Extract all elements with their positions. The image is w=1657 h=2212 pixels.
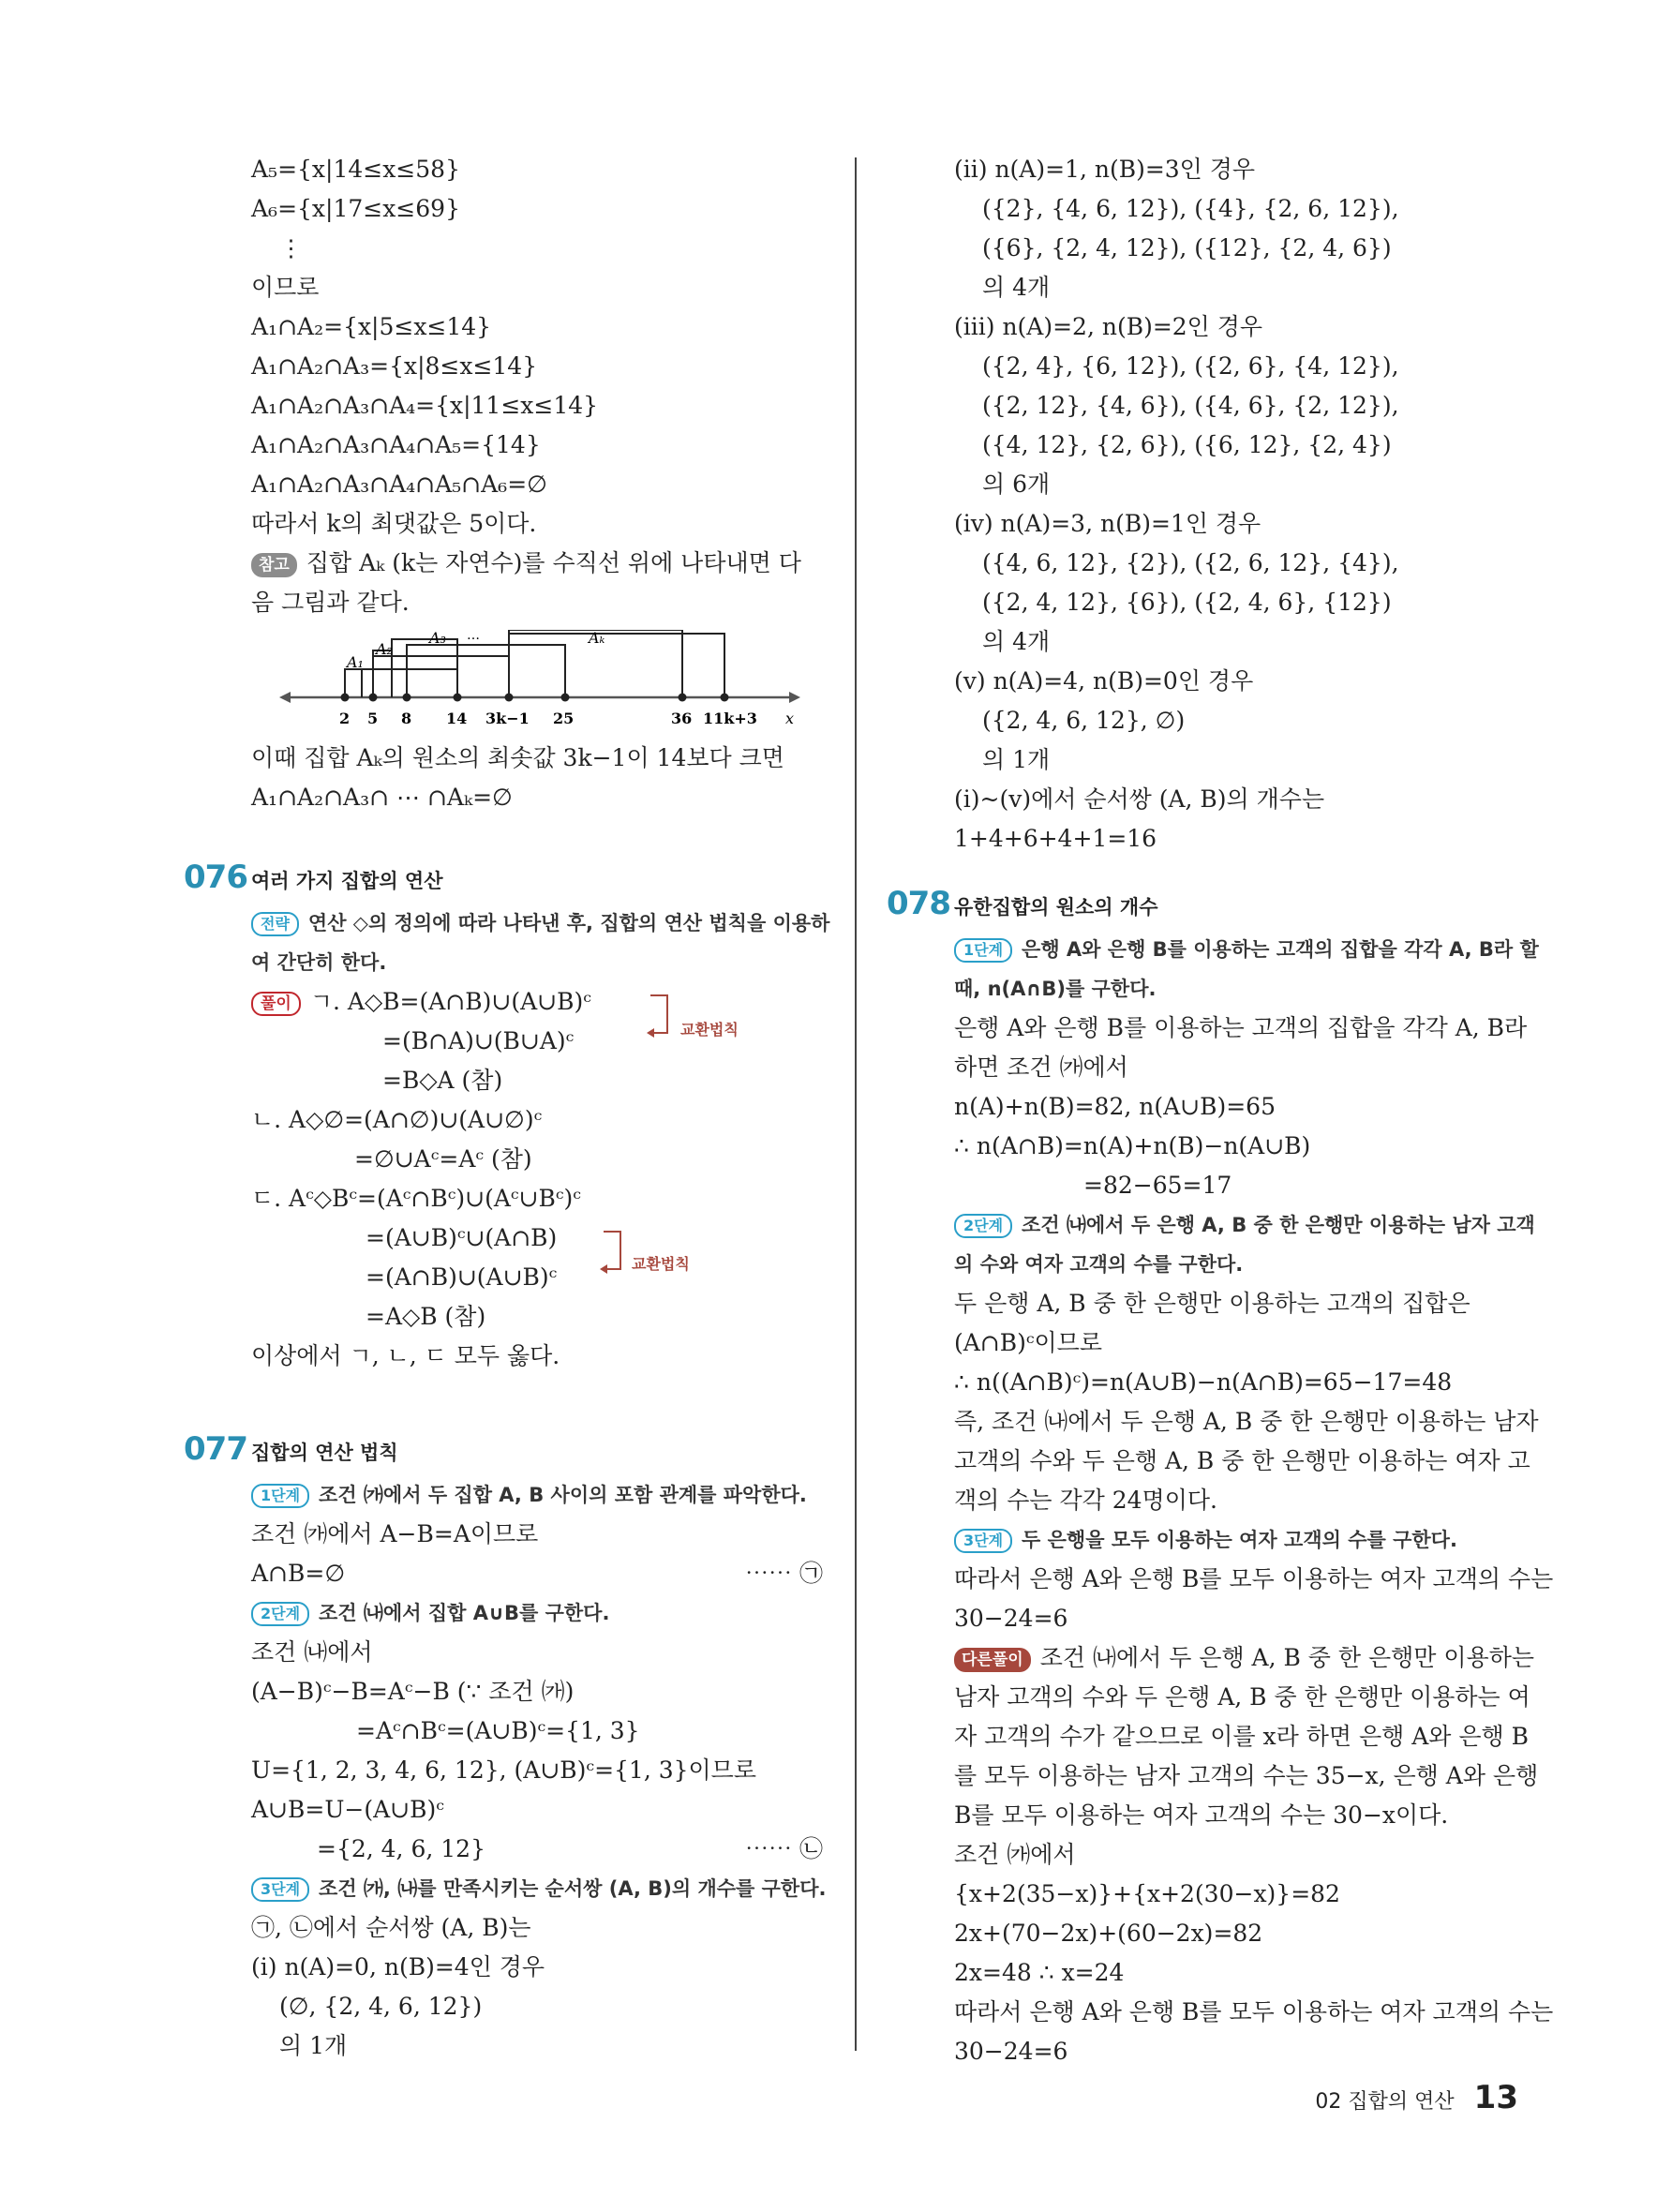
case-line: (ⅲ) n(A)=2, n(B)=2인 경우 [954, 313, 1263, 340]
case-line: 의 4개 [982, 274, 1051, 301]
step-text: 두 은행을 모두 이용하는 여자 고객의 수를 구한다. [1022, 1529, 1457, 1551]
text-line: ㉠, ㉡에서 순서쌍 (A, B)는 [251, 1914, 531, 1941]
section-number: 076 [184, 859, 247, 896]
text-line: 하면 조건 ㈎에서 [954, 1054, 1128, 1081]
tick-label: 36 [671, 710, 693, 727]
math-line [251, 1830, 823, 1869]
section-title: 여러 가지 집합의 연산 [251, 870, 443, 892]
math-line: A∪B=U−(A∪B)ᶜ [251, 1796, 444, 1823]
bracket-arrow [645, 990, 682, 1046]
math-line: =A◇B (참) [366, 1303, 486, 1330]
section-078-header [887, 881, 1535, 930]
tick-label: 2 [339, 710, 351, 727]
math-line [251, 1218, 823, 1258]
strategy-text: 연산 ◇의 정의에 따라 나타낸 후, 집합의 연산 법칙을 이용하 [307, 912, 830, 934]
step-text: 은행 A와 은행 B를 이용하는 고객의 집합을 각각 A, B라 할 [1022, 938, 1539, 961]
text-line: 두 은행 A, B 중 한 은행만 이용하는 고객의 집합은 [954, 1290, 1470, 1317]
step-line [251, 1869, 827, 1908]
text-line: A₁∩A₂={x|5≤x≤14} [251, 313, 492, 340]
tick-label: x [785, 710, 795, 727]
text-line: 따라서 은행 A와 은행 B를 모두 이용하는 여자 고객의 수는 [954, 1998, 1554, 2025]
step-tag: 2단계 [251, 1602, 309, 1626]
step-line [954, 1520, 1535, 1560]
annotation-label: 교환법칙 [632, 1255, 690, 1273]
text-line: 조건 ㈎에서 A−B=A이므로 [251, 1520, 539, 1547]
math-text: A∩B=∅ [251, 1560, 346, 1587]
case-line: ({2, 4, 6, 12}, ∅) [982, 707, 1186, 734]
alt-solution-line [954, 1638, 1535, 1678]
text-line: 객의 수는 각각 24명이다. [954, 1487, 1217, 1514]
text-line: 자 고객의 수가 같으므로 이를 x라 하면 은행 A와 은행 B [954, 1723, 1529, 1750]
case-line: 의 1개 [982, 746, 1051, 773]
column-divider [855, 157, 857, 2051]
interval-label: Aₖ [589, 630, 605, 647]
text-line: 은행 A와 은행 B를 이용하는 고객의 집합을 각각 A, B라 [954, 1014, 1528, 1041]
left-column [184, 150, 830, 2066]
interval-label: A₂ [376, 640, 393, 658]
step-line: 때, n(A∩B)를 구한다. [954, 978, 1157, 1000]
math-line: =82−65=17 [1083, 1172, 1232, 1199]
step-line [954, 930, 1539, 969]
alt-solution-tag: 다른풀이 [954, 1648, 1031, 1672]
math-line: U={1, 2, 3, 4, 6, 12}, (A∪B)ᶜ={1, 3}이므로 [251, 1756, 756, 1784]
step-line: 의 수와 여자 고객의 수를 구한다. [954, 1253, 1244, 1276]
step-tag: 3단계 [251, 1877, 309, 1902]
case-line: 1+4+6+4+1=16 [954, 825, 1157, 852]
step-tag: 1단계 [954, 938, 1012, 963]
case-line: ({2, 4, 12}, {6}), ({2, 4, 6}, {12}) [982, 589, 1392, 616]
chapter-label: 02 집합의 연산 [1315, 2090, 1455, 2114]
math-line [251, 1554, 823, 1593]
case-line: ({2}, {4, 6, 12}), ({4}, {2, 6, 12}), [982, 195, 1399, 222]
note-tag: 참고 [251, 553, 297, 577]
case-line: ({2, 4}, {6, 12}), ({2, 6}, {4, 12}), [982, 352, 1399, 380]
math-line [251, 1255, 823, 1297]
math-line: =Aᶜ∩Bᶜ=(A∪B)ᶜ={1, 3} [356, 1717, 640, 1744]
math-line: ㄱ. A◇B=(A∩B)∪(A∪B)ᶜ [309, 988, 591, 1015]
case-line: 의 6개 [982, 471, 1051, 498]
section-076-header [184, 855, 823, 904]
text-line: 조건 ㈎에서 [954, 1841, 1076, 1868]
note-line: 음 그림과 같다. [251, 589, 410, 616]
step-text: 조건 ㈏에서 집합 A∪B를 구한다. [319, 1602, 610, 1624]
case-line: ({4, 6, 12}, {2}), ({2, 6, 12}, {4}), [982, 549, 1399, 576]
text-line: 이때 집합 Aₖ의 원소의 최솟값 3k−1이 14보다 크면 [251, 744, 784, 771]
text-line: ⋮ [279, 234, 303, 262]
math-line: {x+2(35−x)}+{x+2(30−x)}=82 [954, 1880, 1340, 1907]
step-tag: 1단계 [251, 1484, 309, 1508]
math-line: 30−24=6 [954, 1605, 1068, 1632]
step-text: 조건 ㈎에서 두 집합 A, B 사이의 포함 관계를 파악한다. [319, 1484, 807, 1506]
interval-label: A₁ [347, 653, 364, 671]
alt-text: 조건 ㈏에서 두 은행 A, B 중 한 은행만 이용하는 [1039, 1644, 1534, 1671]
text-line: 따라서 k의 최댓값은 5이다. [251, 510, 537, 537]
text-line: A₁∩A₂∩A₃={x|8≤x≤14} [251, 352, 538, 380]
bracket-arrow [598, 1226, 635, 1282]
text-line: A₁∩A₂∩A₃∩A₄∩A₅={14} [251, 431, 541, 458]
case-line: ({2, 12}, {4, 6}), ({4, 6}, {2, 12}), [982, 392, 1399, 419]
right-column [887, 150, 1554, 2071]
case-line: (ⅴ) n(A)=4, n(B)=0인 경우 [954, 667, 1254, 695]
page-number: 13 [1473, 2079, 1518, 2116]
text-line: B를 모두 이용하는 여자 고객의 수는 30−x이다. [954, 1801, 1449, 1829]
step-text: 조건 ㈏에서 두 은행 A, B 중 한 은행만 이용하는 남자 고객 [1022, 1214, 1535, 1236]
text-line: A₆={x|17≤x≤69} [251, 195, 460, 222]
math-line: ㄷ. Aᶜ◇Bᶜ=(Aᶜ∩Bᶜ)∪(Aᶜ∪Bᶜ)ᶜ [251, 1185, 581, 1212]
case-line: (ⅰ)~(ⅴ)에서 순서쌍 (A, B)의 개수는 [954, 785, 1325, 813]
case-line: (ⅳ) n(A)=3, n(B)=1인 경우 [954, 510, 1261, 537]
step-tag: 3단계 [954, 1529, 1012, 1553]
math-line: =B◇A (참) [382, 1067, 503, 1094]
step-line [251, 1593, 823, 1633]
text-line: (A∩B)ᶜ이므로 [954, 1329, 1102, 1356]
text-line: 이상에서 ㄱ, ㄴ, ㄷ 모두 옳다. [251, 1342, 560, 1369]
math-line: n(A)+n(B)=82, n(A∪B)=65 [954, 1093, 1276, 1120]
text-line: A₁∩A₂∩A₃∩ ⋯ ∩Aₖ=∅ [251, 784, 513, 811]
text-line: (∅, {2, 4, 6, 12}) [279, 1993, 483, 2020]
step-line [954, 1205, 1535, 1245]
text-line: 따라서 은행 A와 은행 B를 모두 이용하는 여자 고객의 수는 [954, 1565, 1554, 1592]
strategy-line [251, 904, 830, 943]
interval-label: … [467, 630, 480, 643]
page-footer [1315, 2079, 1518, 2116]
tick-label: 8 [401, 710, 412, 727]
math-text: ={2, 4, 6, 12} [317, 1835, 485, 1862]
tick-label: 3k−1 [485, 710, 530, 727]
text-line: 남자 고객의 수와 두 은행 A, B 중 한 은행만 이용하는 여 [954, 1683, 1530, 1711]
case-line: 의 4개 [982, 628, 1051, 655]
tick-label: 11k+3 [703, 710, 757, 727]
text-line: A₁∩A₂∩A₃∩A₄∩A₅∩A₆=∅ [251, 471, 547, 498]
section-title: 집합의 연산 법칙 [251, 1442, 398, 1464]
math-line: 2x+(70−2x)+(60−2x)=82 [954, 1920, 1263, 1947]
math-line: 30−24=6 [954, 2038, 1068, 2065]
text-line: 이므로 [251, 274, 320, 301]
equation-mark: ⋯⋯ ㉠ [745, 1560, 823, 1587]
step-tag: 2단계 [954, 1214, 1012, 1238]
tick-label: 14 [446, 710, 468, 727]
math-line [251, 1022, 823, 1061]
step-line [251, 1475, 823, 1515]
case-line: ({4, 12}, {2, 6}), ({6, 12}, {2, 4}) [982, 431, 1392, 458]
math-line: =∅∪Aᶜ=Aᶜ (참) [354, 1145, 532, 1173]
math-line: ∴ n(A∩B)=n(A)+n(B)−n(A∪B) [954, 1132, 1311, 1159]
strategy-line: 여 간단히 한다. [251, 951, 387, 974]
text-line: (ⅰ) n(A)=0, n(B)=4인 경우 [251, 1953, 545, 1980]
text-line: 조건 ㈏에서 [251, 1638, 373, 1666]
solution-tag: 풀이 [251, 992, 301, 1016]
section-title: 유한집합의 원소의 개수 [954, 896, 1158, 919]
annotation-label: 교환법칙 [680, 1021, 739, 1039]
text-line: 를 모두 이용하는 남자 고객의 수는 35−x, 은행 A와 은행 [954, 1762, 1539, 1789]
math-line: ㄴ. A◇∅=(A∩∅)∪(A∪∅)ᶜ [251, 1106, 543, 1133]
number-line-diagram [279, 630, 804, 733]
tick-label: 5 [367, 710, 379, 727]
case-line: (ⅱ) n(A)=1, n(B)=3인 경우 [954, 156, 1256, 183]
math-line: 2x=48 ∴ x=24 [954, 1959, 1125, 1986]
math-line: (A−B)ᶜ−B=Aᶜ−B (∵ 조건 ㈎) [251, 1678, 575, 1705]
math-text: =(A∩B)∪(A∪B)ᶜ [366, 1263, 558, 1291]
section-number: 077 [184, 1430, 247, 1468]
interval-label: A₃ [429, 630, 446, 647]
math-text: =(A∪B)ᶜ∪(A∩B) [366, 1224, 558, 1251]
text-line: 즉, 조건 ㈏에서 두 은행 A, B 중 한 은행만 이용하는 남자 [954, 1408, 1539, 1435]
note-line [251, 544, 823, 583]
text-line: A₁∩A₂∩A₃∩A₄={x|11≤x≤14} [251, 392, 599, 419]
math-line: ∴ n((A∩B)ᶜ)=n(A∪B)−n(A∩B)=65−17=48 [954, 1368, 1453, 1396]
equation-mark: ⋯⋯ ㉡ [745, 1835, 823, 1862]
strategy-tag: 전략 [251, 912, 299, 936]
section-077-header [184, 1427, 823, 1475]
text-line: 의 1개 [279, 2032, 348, 2059]
case-line: ({6}, {2, 4, 12}), ({12}, {2, 4, 6}) [982, 234, 1392, 262]
text-line: A₅={x|14≤x≤58} [251, 156, 460, 183]
step-text: 조건 ㈎, ㈏를 만족시키는 순서쌍 (A, B)의 개수를 구한다. [319, 1877, 827, 1900]
section-number: 078 [887, 885, 950, 922]
case-list [954, 150, 1535, 859]
note-text: 집합 Aₖ (k는 자연수)를 수직선 위에 나타내면 다 [306, 549, 801, 576]
text-line: 고객의 수와 두 은행 A, B 중 한 은행만 이용하는 여자 고 [954, 1447, 1530, 1474]
math-text: =(B∩A)∪(B∪A)ᶜ [382, 1027, 575, 1054]
tick-label: 25 [553, 710, 575, 727]
